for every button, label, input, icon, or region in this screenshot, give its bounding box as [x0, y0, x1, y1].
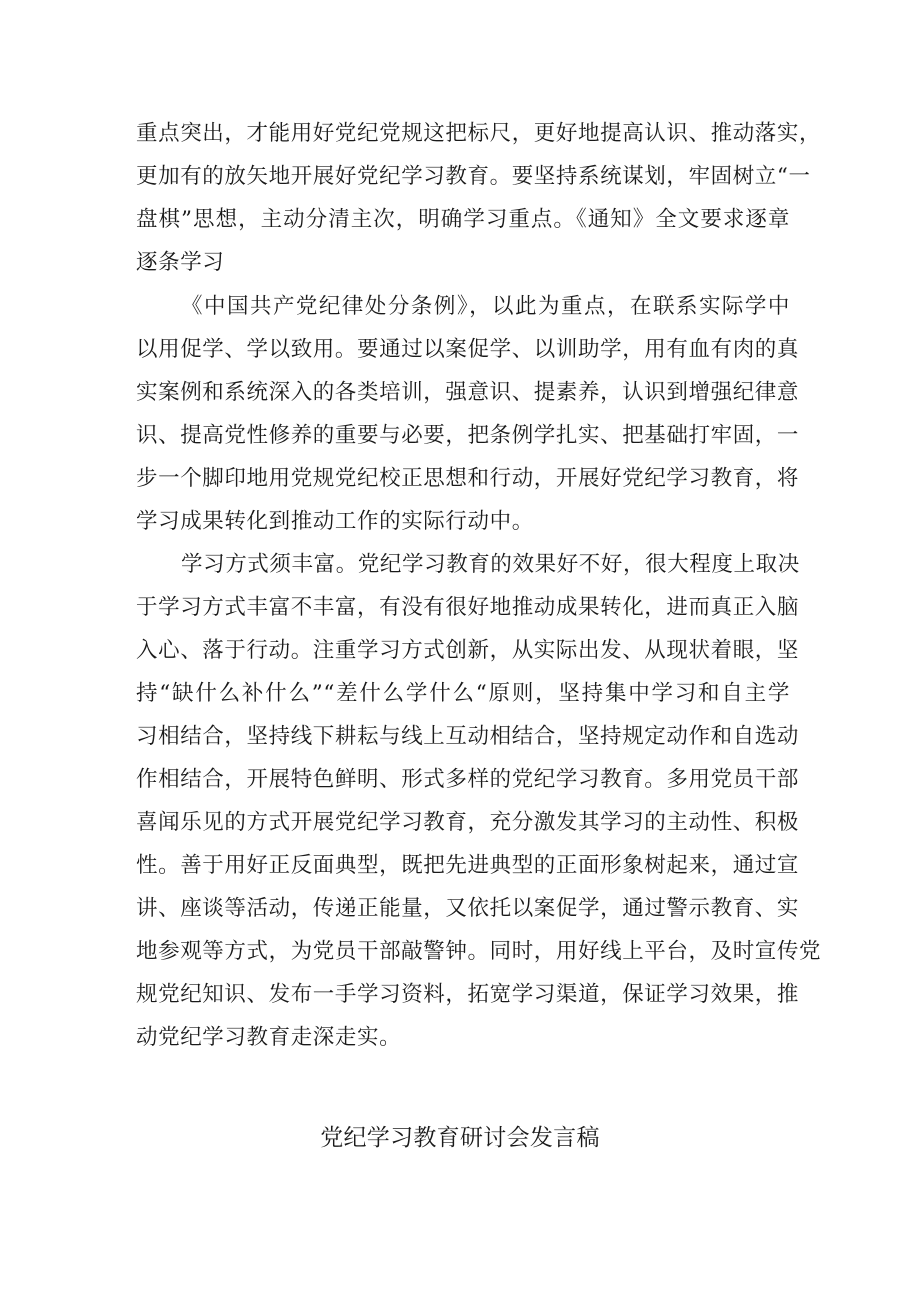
text-line: 更加有的放矢地开展好党纪学习教育。要坚持系统谋划，牢固树立“一: [136, 164, 811, 189]
text-line: 喜闻乐见的方式开展党纪学习教育，充分激发其学习的主动性、积极: [136, 810, 800, 835]
text-line: 动党纪学习教育走深走实。: [136, 1025, 402, 1050]
text-line: 实案例和系统深入的各类培训，强意识、提素养，认识到增强纪律意: [136, 380, 800, 405]
text-line: 性。善于用好正反面典型，既把先进典型的正面形象树起来，通过宣: [136, 853, 800, 878]
text-line: 讲、座谈等活动，传递正能量，又依托以案促学，通过警示教育、实: [136, 896, 800, 921]
text-line: 识、提高党性修养的重要与必要，把条例学扎实、把基础打牢固，一: [136, 423, 800, 448]
text-line: 作相结合，开展特色鲜明、形式多样的党纪学习教育。多用党员干部: [136, 767, 800, 792]
text-line: 入心、落于行动。注重学习方式创新，从实际出发、从现状着眼，坚: [136, 638, 800, 663]
section-heading: 党纪学习教育研讨会发言稿: [320, 1125, 600, 1151]
text-line: 地参观等方式，为党员干部敲警钟。同时，用好线上平台，及时宣传党: [136, 939, 822, 964]
text-line: 盘棋”思想，主动分清主次，明确学习重点。《通知》全文要求逐章: [136, 207, 790, 232]
text-line: 规党纪知识、发布一手学习资料，拓宽学习渠道，保证学习效果，推: [136, 982, 800, 1007]
text-line: 持“缺什么补什么”“差什么学什么“原则，坚持集中学习和自主学: [136, 681, 790, 706]
text-line: 步一个脚印地用党规党纪校正思想和行动，开展好党纪学习教育，将: [136, 466, 800, 491]
text-line: 以用促学、学以致用。要通过以案促学、以训助学，用有血有肉的真: [136, 337, 800, 362]
text-line: 逐条学习: [136, 250, 225, 275]
text-line: 于学习方式丰富不丰富，有没有很好地推动成果转化，进而真正入脑: [136, 595, 800, 620]
text-line: 重点突出，才能用好党纪党规这把标尺，更好地提高认识、推动落实，: [136, 121, 822, 146]
text-line: 习相结合，坚持线下耕耘与线上互动相结合，坚持规定动作和自选动: [136, 724, 800, 749]
text-line: 学习方式须丰富。党纪学习教育的效果好不好，很大程度上取决: [181, 552, 800, 577]
text-line: 《中国共产党纪律处分条例》，以此为重点，在联系实际学中: [181, 294, 790, 319]
text-line: 学习成果转化到推动工作的实际行动中。: [136, 509, 534, 534]
